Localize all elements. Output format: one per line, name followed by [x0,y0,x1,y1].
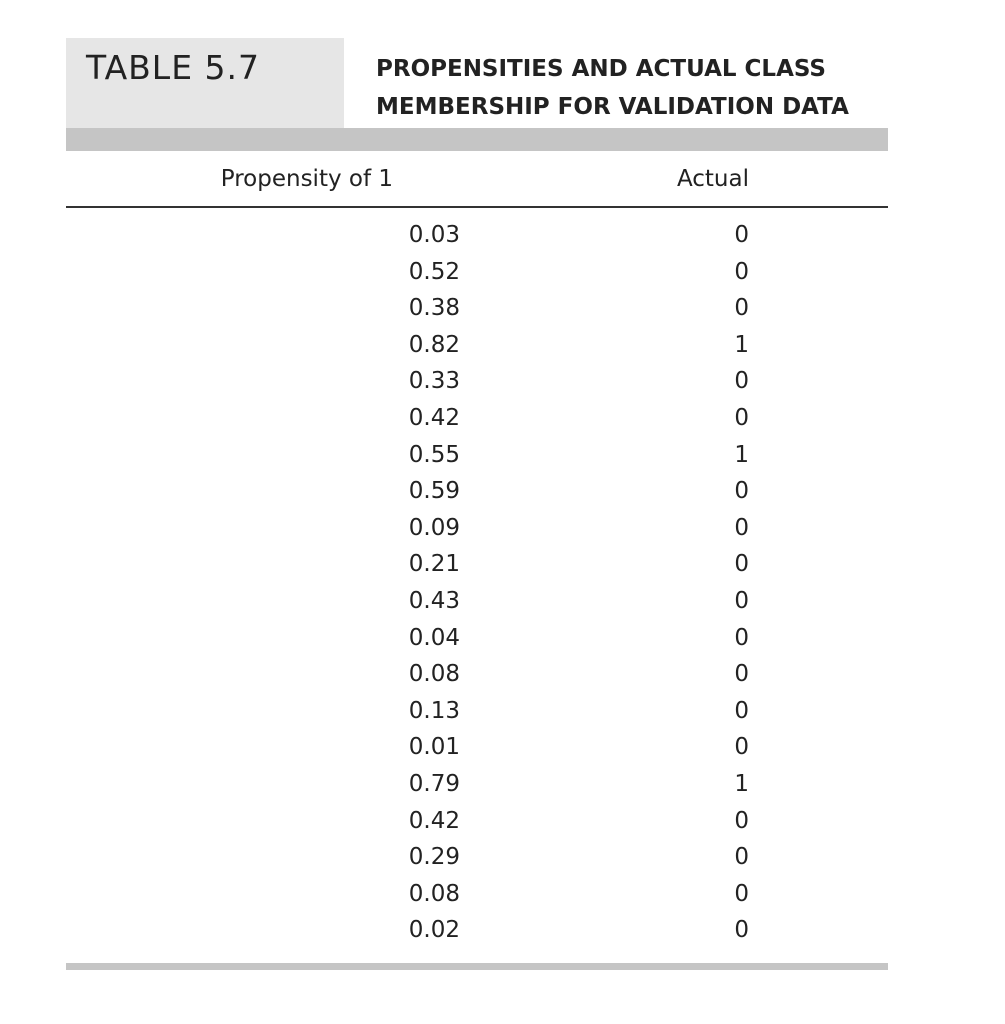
propensity-cell: 0.42 [408,404,460,431]
actual-cell: 0 [734,844,749,871]
propensity-cell: 0.52 [408,258,460,285]
propensity-cell: 0.04 [408,624,460,651]
table-row [66,401,888,438]
actual-cell: 0 [734,587,749,614]
column-header-actual: Actual [676,166,749,192]
table-title-line-1: PROPENSITIES AND ACTUAL CLASS [376,56,826,82]
actual-cell: 0 [734,258,749,285]
propensity-cell: 0.03 [408,222,460,248]
propensity-cell: 0.02 [408,917,460,944]
actual-cell: 0 [734,551,749,578]
table-row [66,730,888,767]
propensity-cell: 0.09 [408,514,460,541]
table-row [66,767,888,804]
actual-cell: 1 [734,331,749,358]
actual-cell: 0 [734,917,749,944]
table-body [66,218,888,950]
table-row [66,291,888,328]
table-row [66,547,888,584]
actual-cell: 0 [734,697,749,724]
propensity-cell: 0.21 [408,551,460,578]
propensity-cell: 0.01 [408,734,460,761]
propensity-cell: 0.13 [408,697,460,724]
propensity-cell: 0.43 [408,587,460,614]
table-row [66,474,888,511]
table-row [66,694,888,731]
table-row [66,840,888,877]
propensity-cell: 0.29 [408,844,460,871]
actual-cell: 0 [734,661,749,688]
actual-cell: 1 [734,770,749,797]
title-divider-bar [66,128,888,151]
table-row [66,913,888,950]
table-row [66,621,888,658]
table-title-line-2: MEMBERSHIP FOR VALIDATION DATA [376,94,849,120]
actual-cell: 0 [734,514,749,541]
table-label: TABLE 5.7 [86,48,261,87]
column-header-propensity: Propensity of 1 [220,166,393,192]
actual-cell: 0 [734,368,749,395]
actual-cell: 0 [734,478,749,505]
table-row [66,328,888,365]
table-row [66,657,888,694]
actual-cell: 0 [734,880,749,907]
propensity-cell: 0.82 [408,331,460,358]
actual-cell: 0 [734,404,749,431]
table-row [66,511,888,548]
propensity-cell: 0.33 [408,368,460,395]
propensity-cell: 0.42 [408,807,460,834]
table-row [66,364,888,401]
propensity-cell: 0.38 [408,295,460,322]
bottom-divider-bar [66,963,888,970]
table-row [66,877,888,914]
propensity-cell: 0.08 [408,661,460,688]
actual-cell: 0 [734,624,749,651]
propensity-cell: 0.08 [408,880,460,907]
propensity-cell: 0.79 [408,770,460,797]
table-row [66,255,888,292]
header-rule [66,206,888,208]
actual-cell: 0 [734,295,749,322]
table-label-box [66,38,344,128]
propensity-cell: 0.55 [408,441,460,468]
table-row [66,584,888,621]
actual-cell: 1 [734,441,749,468]
table-title [376,50,896,126]
table-row [66,218,888,255]
propensity-cell: 0.59 [408,478,460,505]
actual-cell: 0 [734,222,749,248]
table-row [66,804,888,841]
actual-cell: 0 [734,734,749,761]
table-row [66,438,888,475]
actual-cell: 0 [734,807,749,834]
